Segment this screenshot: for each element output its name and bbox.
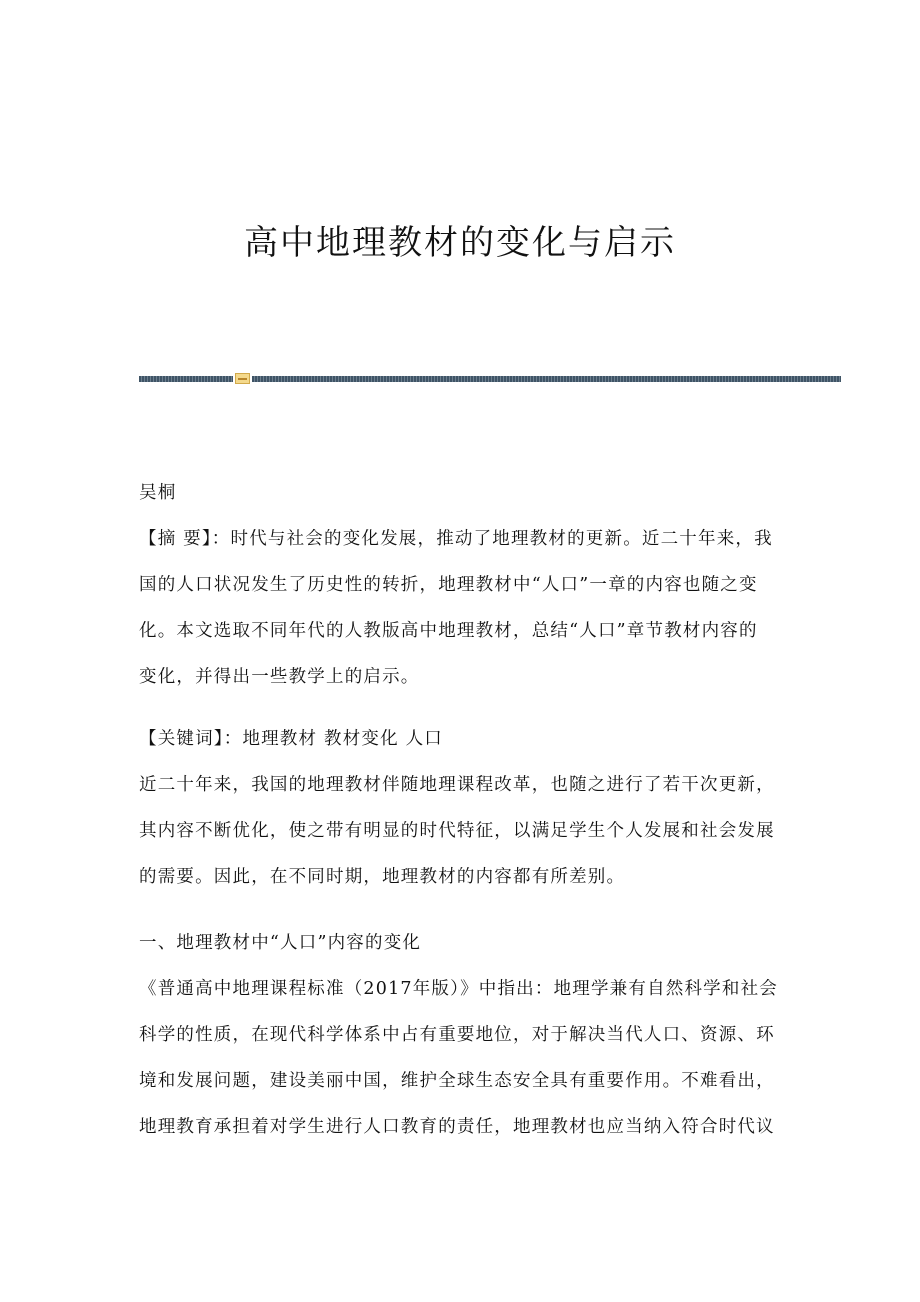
paragraph-line: 地理教育承担着对学生进行人口教育的责任，地理教材也应当纳入符合时代议 [139, 1117, 775, 1137]
abstract-line: 变化，并得出一些教学上的启示。 [139, 667, 420, 687]
paragraph-line: 《普通高中地理课程标准（2017年版）》中指出：地理学兼有自然科学和社会 [139, 979, 778, 999]
abstract [139, 516, 779, 700]
section-heading: 一、地理教材中“人口”内容的变化 [139, 933, 422, 953]
document-title: 高中地理教材的变化与启示 [244, 223, 676, 263]
abstract-line: 国的人口状况发生了历史性的转折，地理教材中“人口”一章的内容也随之变 [139, 575, 758, 595]
divider-bar-right [252, 376, 841, 382]
abstract-line: 【摘 要】：时代与社会的变化发展，推动了地理教材的更新。近二十年来，我 [139, 529, 773, 549]
paragraph-line: 的需要。因此，在不同时期，地理教材的内容都有所差别。 [139, 867, 626, 887]
paragraph-line: 其内容不断优化，使之带有明显的时代特征，以满足学生个人发展和社会发展 [139, 821, 775, 841]
intro-paragraph [139, 762, 779, 900]
divider-bar-left [139, 376, 233, 382]
divider-ornament-icon [235, 373, 250, 384]
section-paragraph [139, 966, 779, 1150]
paragraph-line: 近二十年来，我国的地理教材伴随地理课程改革，也随之进行了若干次更新， [139, 775, 775, 795]
paragraph-line: 境和发展问题，建设美丽中国，维护全球生态安全具有重要作用。不难看出， [139, 1071, 775, 1091]
keywords: 【关键词】：地理教材 教材变化 人口 [139, 729, 443, 749]
paragraph-line: 科学的性质，在现代科学体系中占有重要地位，对于解决当代人口、资源、环 [139, 1025, 775, 1045]
title-divider [139, 375, 841, 383]
author-name: 吴桐 [139, 483, 177, 503]
abstract-line: 化。本文选取不同年代的人教版高中地理教材，总结“人口”章节教材内容的 [139, 621, 758, 641]
